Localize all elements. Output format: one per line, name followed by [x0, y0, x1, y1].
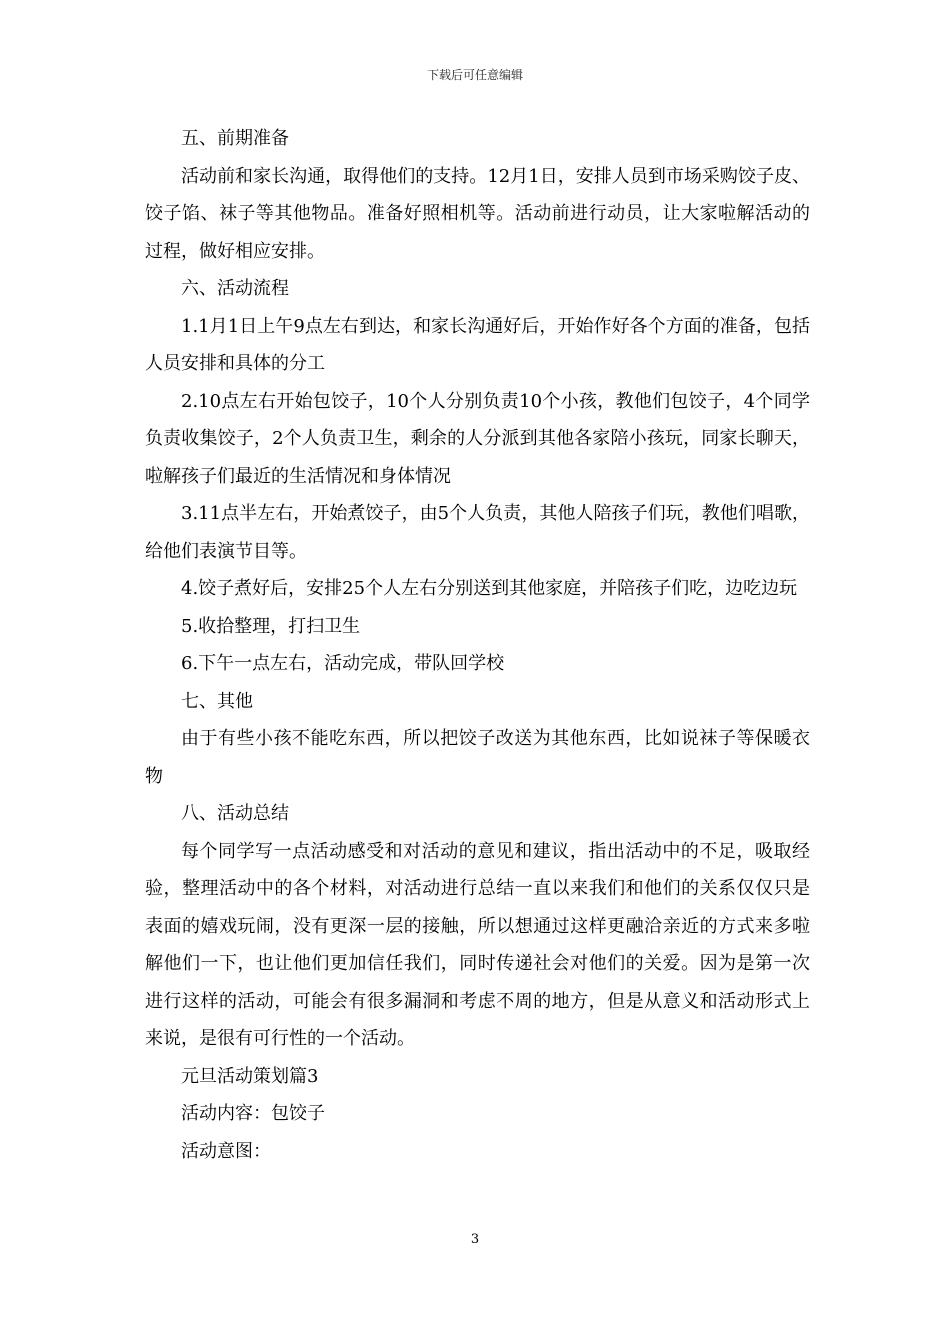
section-heading-preparation: 五、前期准备: [181, 128, 289, 149]
activity-intent-line: 活动意图：: [181, 1140, 271, 1162]
paragraph-preparation: 活动前和家长沟通，取得他们的支持。12月1日，安排人员到市场采购饺子皮、饺子馅、袜子等其他物品。准备好照相机等。活动前进行动员，让大家啦解活动的过程，做好相应安排。: [145, 165, 810, 262]
paragraph-other: 由于有些小孩不能吃东西，所以把饺子改送为其他东西，比如说袜子等保暖衣物: [145, 728, 810, 787]
activity-content-line: 活动内容：包饺子: [181, 1103, 325, 1124]
page-number: 3: [470, 1232, 480, 1247]
process-step-5: 5.收拾整理，打扫卫生: [181, 615, 361, 637]
process-step-3: 3.11点半左右，开始煮饺子，由5个人负责，其他人陪孩子们玩，教他们唱歌，给他们表演节目等。: [145, 503, 810, 562]
process-step-2: 2.10点左右开始包饺子，10个人分别负责10个小孩，教他们包饺子，4个同学负责收集饺子，2个人负责卫生，剩余的人分派到其他各家陪小孩玩，同家长聊天，啦解孩子们最近的生活情况和身体情况: [145, 390, 810, 487]
section-heading-process: 六、活动流程: [181, 278, 289, 299]
page-header: 下载后可任意编辑: [426, 68, 523, 82]
process-step-1: 1.1月1日上午9点左右到达，和家长沟通好后，开始作好各个方面的准备，包括人员安排和具体的分工: [145, 315, 810, 374]
process-step-4: 4.饺子煮好后，安排25个人左右分别送到其他家庭，并陪孩子们吃，边吃边玩: [181, 578, 798, 599]
process-step-6: 6.下午一点左右，活动完成，带队回学校: [181, 653, 505, 674]
paragraph-summary: 每个同学写一点活动感受和对活动的意见和建议，指出活动中的不足，吸取经验，整理活动中的各个材料，对活动进行总结一直以来我们和他们的关系仅仅只是表面的嬉戏玩闹，没有更深一层的接触，所以想通过这样更融洽亲近的方式来多啦解他们一下，也让他们更加信任我们，同时传递社会对他们的关爱。因为是第一次进行这样的活动，可能会有很多漏洞和考虑不周的地方，但是从意义和活动形式上来说，是很有可行性的一个活动。: [145, 840, 810, 1049]
document-body: [145, 120, 810, 1170]
section-heading-summary: 八、活动总结: [181, 803, 289, 824]
article-title: 元旦活动策划篇3: [181, 1065, 319, 1087]
section-heading-other: 七、其他: [181, 690, 253, 712]
